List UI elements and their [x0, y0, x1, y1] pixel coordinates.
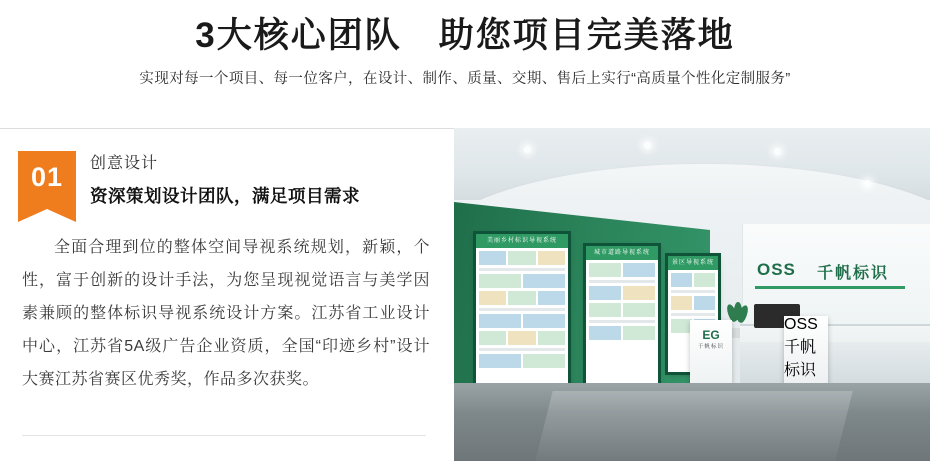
- brand-underline: [755, 286, 905, 289]
- section-paragraph: 全面合理到位的整体空间导视系统规划，新颖，个性，富于创新的设计手法，为您呈现视觉语言与美学因素兼顾的整体标识导视系统设计方案。江苏省工业设计中心，江苏省5A级广告企业资质，全国“印迹乡村”设计大赛江苏省赛区优秀奖，作品多次获奖。: [22, 239, 430, 388]
- poster-title: 景区导视系统: [671, 260, 714, 266]
- standee-subtitle: 千帆标识: [697, 344, 724, 350]
- standee-logo: EG: [702, 328, 720, 342]
- poster-panel: [476, 234, 568, 400]
- poster-title: 城市道路导视系统: [593, 250, 650, 256]
- ceiling-light-icon: [644, 142, 651, 149]
- floor-reflection: [535, 391, 852, 461]
- ceiling-light-icon: [524, 146, 531, 153]
- floor-standee-right: [784, 316, 828, 388]
- brand-logo: OSS: [757, 260, 796, 279]
- section-headings: [90, 149, 432, 209]
- section-number-badge: 01: [18, 151, 76, 209]
- ceiling-light-icon: [774, 148, 781, 155]
- standee-logo-2: OSS: [784, 316, 818, 333]
- content-area: [0, 128, 930, 461]
- ceiling-light-icon: [864, 180, 871, 187]
- section-heading-large: 资深策划设计团队，满足项目需求: [90, 186, 360, 206]
- section-inner: [0, 129, 454, 209]
- poster-body: [586, 260, 658, 346]
- section-text-panel: [0, 128, 454, 461]
- section-divider: [22, 435, 426, 436]
- page-subtitle: 实现对每一个项目、每一位客户，在设计、制作、质量、交期、售后上实行“高质量个性化定制服务”: [139, 71, 791, 87]
- section-heading-small: 创意设计: [90, 155, 159, 172]
- poster-title: 美丽乡村标识导视系统: [486, 238, 557, 244]
- poster-header: [668, 256, 718, 270]
- standee-subtitle-2: 千帆标识: [784, 339, 817, 379]
- poster-header: [476, 234, 568, 248]
- poster-panel: [586, 246, 658, 388]
- showroom-photo: [454, 128, 930, 461]
- poster-body: [476, 248, 568, 374]
- header: [0, 0, 930, 90]
- poster-header: [586, 246, 658, 260]
- floor-standee-left: [690, 320, 732, 386]
- brand-name: 千帆标识: [817, 265, 890, 282]
- photo-scene: [454, 128, 930, 461]
- page-title: 3大核心团队 助您项目完美落地: [195, 16, 735, 55]
